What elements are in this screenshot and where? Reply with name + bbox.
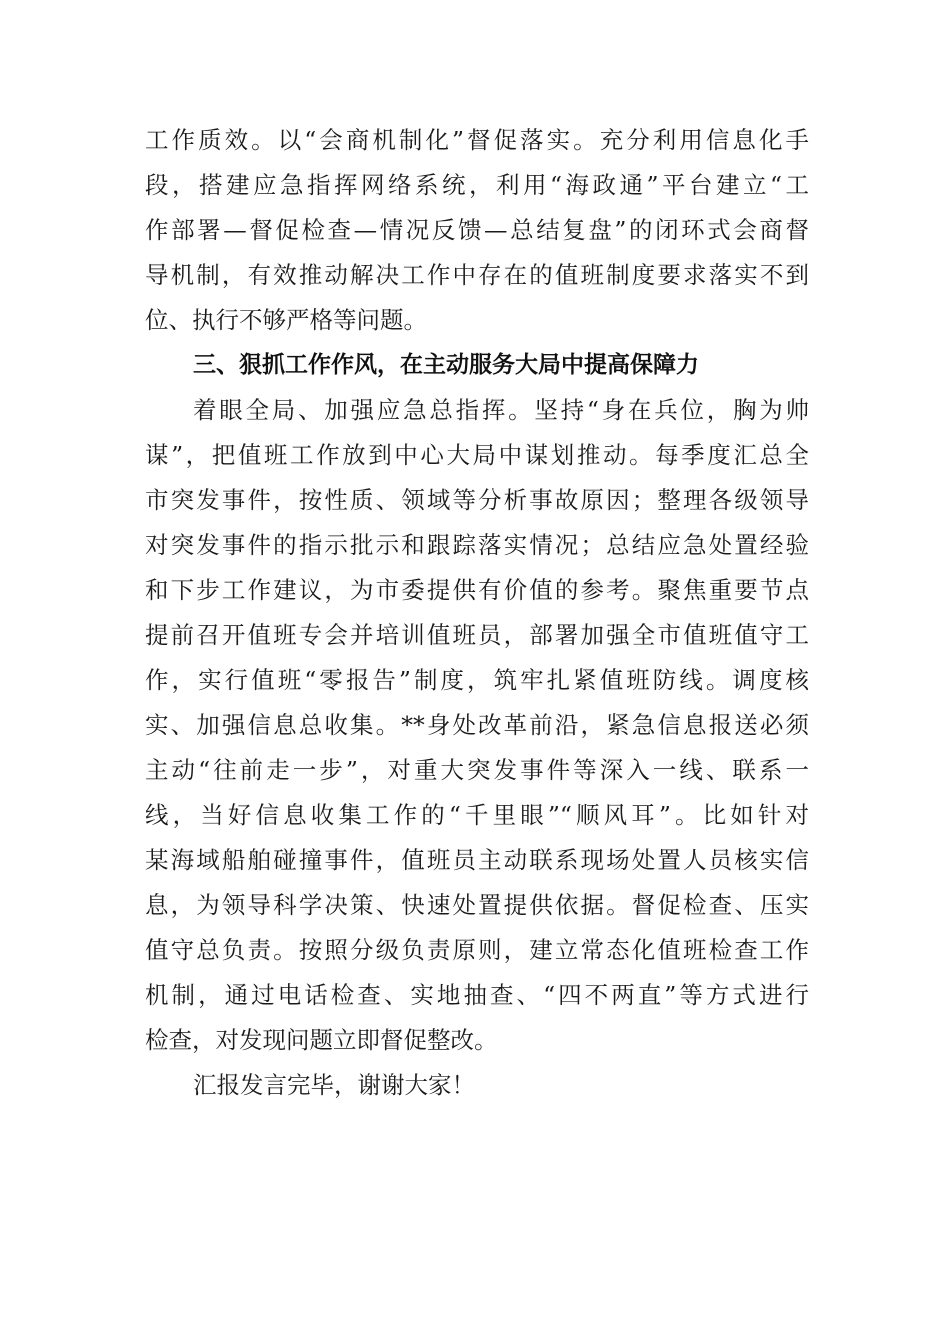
body-text-line: 某海域船舶碰撞事件，值班员主动联系现场处置人员核实信 <box>145 846 809 874</box>
section-heading: 三、狠抓工作作风，在主动服务大局中提高保障力 <box>193 352 699 378</box>
body-text-line: 谋”，把值班工作放到中心大局中谋划推动。每季度汇总全 <box>145 441 809 469</box>
body-text-line: 机制，通过电话检查、实地抽查、“四不两直”等方式进行 <box>145 981 809 1009</box>
body-text-line: 工作质效。以“会商机制化”督促落实。充分利用信息化手 <box>145 126 809 154</box>
body-text-line: 实、加强信息总收集。**身处改革前沿，紧急信息报送必须 <box>145 711 809 739</box>
body-text-line: 位、执行不够严格等问题。 <box>145 306 427 334</box>
closing-text: 汇报发言完毕，谢谢大家！ <box>193 1071 475 1099</box>
body-text-line: 对突发事件的指示批示和跟踪落实情况；总结应急处置经验 <box>145 531 809 559</box>
body-text-line: 导机制，有效推动解决工作中存在的值班制度要求落实不到 <box>145 261 809 289</box>
body-text-line: 检查，对发现问题立即督促整改。 <box>145 1026 498 1054</box>
body-text-line: 息，为领导科学决策、快速处置提供依据。督促检查、压实 <box>145 891 809 919</box>
body-text-line: 线，当好信息收集工作的“千里眼”“顺风耳”。比如针对 <box>145 801 809 829</box>
body-text-line: 着眼全局、加强应急总指挥。坚持“身在兵位，胸为帅 <box>193 396 809 424</box>
body-text-line: 值守总负责。按照分级负责原则，建立常态化值班检查工作 <box>145 936 809 964</box>
body-text-line: 段，搭建应急指挥网络系统，利用“海政通”平台建立“工 <box>145 171 809 199</box>
body-text-line: 作，实行值班“零报告”制度，筑牢扎紧值班防线。调度核 <box>145 666 809 694</box>
body-text-line: 作部署—督促检查—情况反馈—总结复盘”的闭环式会商督 <box>145 216 809 244</box>
body-text-line: 市突发事件，按性质、领域等分析事故原因；整理各级领导 <box>145 486 809 514</box>
body-text-line: 主动“往前走一步”，对重大突发事件等深入一线、联系一 <box>145 756 809 784</box>
body-text-line: 提前召开值班专会并培训值班员，部署加强全市值班值守工 <box>145 621 809 649</box>
body-text-line: 和下步工作建议，为市委提供有价值的参考。聚焦重要节点 <box>145 576 809 604</box>
